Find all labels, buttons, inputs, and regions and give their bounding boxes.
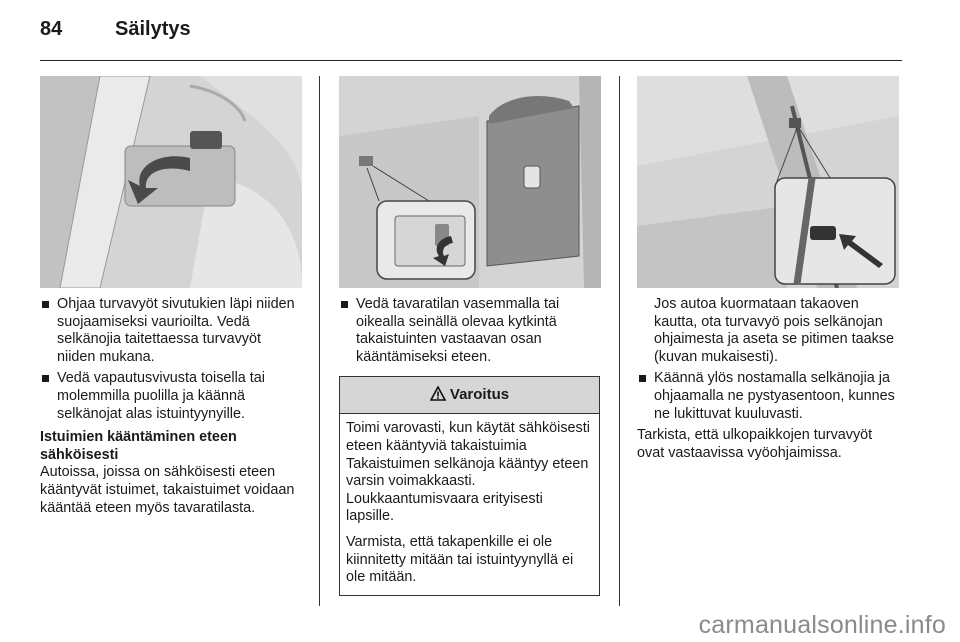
list-item: Vedä tavaratilan vasemmalla tai oikealla seinällä olevaa kytkintä takaistuinten vastaavan osan kääntämiseksi eteen. bbox=[339, 296, 601, 366]
bullet-icon bbox=[42, 375, 49, 382]
chapter-title: Säilytys bbox=[115, 18, 191, 40]
bullet-icon bbox=[42, 301, 49, 308]
warning-body bbox=[340, 414, 599, 594]
warning-triangle-icon bbox=[430, 386, 446, 402]
column-divider-2 bbox=[619, 76, 620, 606]
warning-paragraph: Toimi varovasti, kun käytät sähköisesti eteen kääntyviä takaistuimia Takaistuimen selkänoja kääntyy eteen varsin voimakkaasti. Loukkaantumisvaara erityisesti lapsille. bbox=[346, 420, 590, 525]
warning-paragraph: Varmista, että takapenkille ei ole kiinnitetty mitään tai istuintyynyllä ei ole mitään. bbox=[346, 533, 574, 586]
bullet-list-2 bbox=[339, 296, 601, 366]
warning-box bbox=[339, 376, 600, 595]
column-3 bbox=[637, 76, 899, 462]
warning-title: Varoitus bbox=[449, 386, 510, 404]
watermark: carmanualsonline.info bbox=[698, 611, 946, 639]
bullet-icon bbox=[639, 375, 646, 382]
header-divider bbox=[40, 60, 902, 61]
bullet-list-3 bbox=[637, 370, 899, 423]
column-divider-1 bbox=[319, 76, 320, 606]
belt-holder-illustration bbox=[637, 76, 899, 288]
cargo-switch-illustration bbox=[339, 76, 601, 288]
seatbelt-lever-illustration bbox=[40, 76, 302, 288]
warning-header bbox=[340, 377, 599, 414]
bullet-icon bbox=[341, 301, 348, 308]
body-paragraph: Tarkista, että ulkopaikkojen turvavyöt ovat vastaavissa vyöohjaimissa. bbox=[637, 427, 873, 461]
intro-paragraph: Jos autoa kuormataan takaoven kautta, ota turvavyö pois selkänojan ohjaimesta ja aseta se pitimen taakse (kuvan mukaisesti). bbox=[654, 296, 894, 365]
bullet-list-1 bbox=[40, 296, 302, 423]
page-number: 84 bbox=[40, 18, 63, 40]
column-2 bbox=[339, 76, 601, 596]
body-paragraph: Autoissa, joissa on sähköisesti eteen kääntyvät istuimet, takaistuimet voidaan kääntää eteen myös tavaratilasta. bbox=[40, 464, 295, 516]
list-item: Vedä vapautusvivusta toisella tai molemmilla puolilla ja käännä selkänojat alas istuintyynyille. bbox=[40, 370, 302, 423]
list-item: Käännä ylös nostamalla selkänojia ja ohjaamalla ne pystyasentoon, kunnes ne lukittuvat kuuluvasti. bbox=[637, 370, 899, 423]
list-item: Ohjaa turvavyöt sivutukien läpi niiden suojaamiseksi vaurioilta. Vedä selkänojia taitettaessa turvavyöt niiden mukana. bbox=[40, 296, 302, 366]
page-header bbox=[40, 18, 920, 52]
column-1 bbox=[40, 76, 302, 517]
section-subheading: Istuimien kääntäminen eteen sähköisesti bbox=[40, 429, 237, 463]
